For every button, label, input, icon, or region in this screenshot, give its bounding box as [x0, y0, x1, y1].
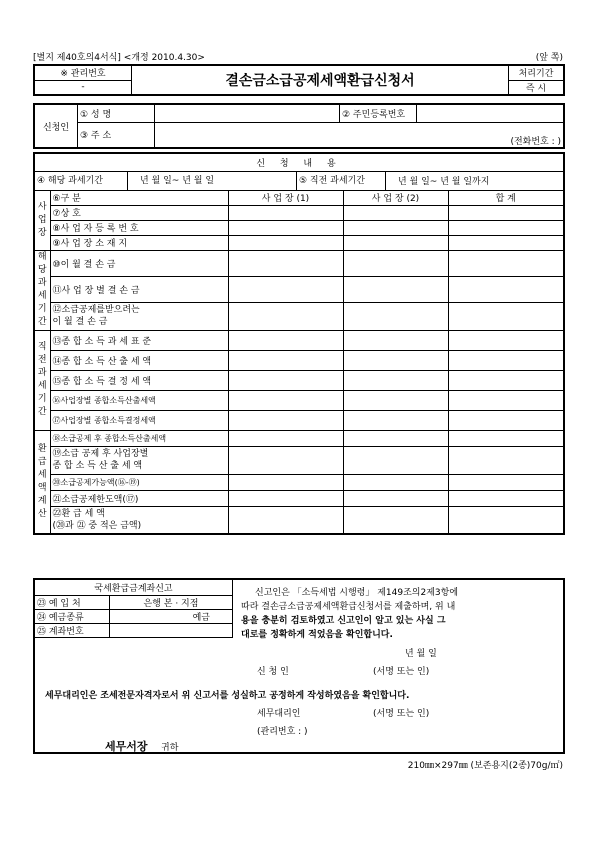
- declaration: [241, 586, 458, 642]
- biz-row-7: ⑦상 호: [50, 205, 228, 220]
- refund-row-19b: 종 합 소 득 산 출 세 액: [52, 461, 143, 471]
- mgmt-value[interactable]: -: [34, 80, 132, 95]
- cell[interactable]: [448, 350, 564, 370]
- office-name: 세무서장: [105, 740, 148, 753]
- cell[interactable]: [448, 235, 564, 250]
- cell[interactable]: [228, 474, 343, 490]
- agent-label: 세무대리인: [257, 709, 301, 719]
- cell[interactable]: [343, 410, 448, 430]
- refund-row-22a: ㉒환 급 세 액: [52, 508, 105, 519]
- cell[interactable]: [343, 474, 448, 490]
- decl-line3: 용을 충분히 검토하였고 신고인이 알고 있는 사실 그: [241, 616, 446, 626]
- title-block: [33, 64, 565, 96]
- cell[interactable]: [228, 302, 343, 330]
- applicant-sign-label: 신 청 인: [257, 667, 289, 677]
- cell[interactable]: [228, 430, 343, 446]
- col-total: 합 계: [448, 190, 564, 205]
- cell[interactable]: [448, 330, 564, 350]
- cell[interactable]: [228, 506, 343, 534]
- agent-sign[interactable]: (서명 또는 인): [373, 709, 430, 719]
- decl-line2: 따라 결손금소급공제세액환급신청서를 제출하며, 위 내: [241, 602, 456, 612]
- cell[interactable]: [228, 446, 343, 474]
- period4-label: ④ 해당 과세기간: [35, 172, 128, 190]
- cell[interactable]: [228, 490, 343, 506]
- bank-r3-label: ㉕ 계좌번호: [35, 623, 110, 637]
- sign-date[interactable]: 년 월 일: [405, 649, 437, 659]
- cell[interactable]: [228, 220, 343, 235]
- cell[interactable]: [448, 446, 564, 474]
- cell[interactable]: [228, 250, 343, 276]
- cell[interactable]: [228, 330, 343, 350]
- decl-line4: 대로를 정확하게 적었음을 확인합니다.: [241, 630, 393, 640]
- cell[interactable]: [448, 302, 564, 330]
- cell[interactable]: [343, 370, 448, 390]
- cell[interactable]: [343, 220, 448, 235]
- cell[interactable]: [228, 235, 343, 250]
- cell[interactable]: [343, 250, 448, 276]
- form-number: [별지 제40호의4서식] <개정 2010.4.30>: [33, 53, 205, 63]
- biz-row-6: ⑥구 분: [50, 190, 228, 205]
- period4-value[interactable]: 년 월 일~ 년 월 일: [128, 172, 297, 190]
- period-row: [34, 171, 564, 190]
- page-side: (앞 쪽): [535, 53, 563, 63]
- period5-value[interactable]: 년 월 일~ 년 월 일까지: [398, 177, 490, 187]
- cell[interactable]: [448, 250, 564, 276]
- cell[interactable]: [228, 205, 343, 220]
- agent-mgmt[interactable]: (관리번호 : ): [257, 727, 308, 737]
- cell[interactable]: [343, 276, 448, 302]
- prev-row-17: ⑰사업장별 종합소득결정세액: [50, 410, 228, 430]
- cell[interactable]: [448, 370, 564, 390]
- prev-group-label: 직전과세기간: [34, 330, 50, 430]
- bank-table: [35, 580, 233, 638]
- office-suffix: 귀하: [161, 743, 179, 753]
- biz-row-8: ⑧사 업 자 등 록 번 호: [50, 220, 228, 235]
- bank-r3-value[interactable]: [110, 623, 233, 637]
- refund-row-22b: (⑳과 ㉑ 중 적은 금액): [52, 520, 142, 531]
- cell[interactable]: [228, 370, 343, 390]
- form-header: [33, 50, 563, 63]
- cell[interactable]: [343, 350, 448, 370]
- col-biz1: 사 업 장 (1): [228, 190, 343, 205]
- cell[interactable]: [343, 430, 448, 446]
- cur-group-label: 해당과세기간: [34, 250, 50, 330]
- cell[interactable]: [343, 302, 448, 330]
- phone-label: (전화번호 : ): [510, 137, 561, 147]
- refund-row-20: ⑳소급공제가능액(⑯-⑲): [50, 474, 228, 490]
- cell[interactable]: [343, 390, 448, 410]
- cell[interactable]: [448, 506, 564, 534]
- applicant-sign[interactable]: (서명 또는 인): [373, 667, 430, 677]
- bank-r1-value[interactable]: 은행 본 · 지점: [110, 595, 233, 609]
- refund-group-label: 환급세액계산: [34, 430, 50, 534]
- refund-row-22: [50, 506, 228, 534]
- addr-label: ③ 주 소: [78, 122, 155, 148]
- applicant-label: 신청인: [34, 104, 78, 148]
- footer-spec: 210㎜×297㎜ (보존용지(2종)70g/㎡): [407, 761, 563, 771]
- cell[interactable]: [343, 235, 448, 250]
- refund-row-18: ⑱소급공제 후 종합소득산출세액: [50, 430, 228, 446]
- content-table: [33, 152, 565, 535]
- cell[interactable]: [448, 410, 564, 430]
- agent-confirm: 세무대리인은 조세전문자격자로서 위 신고서를 성실하고 공정하게 작성하였음을 확인합니다.: [45, 691, 410, 701]
- bank-r2-label: ㉔ 예금종류: [35, 609, 110, 623]
- bank-r1-label: ㉓ 예 입 처: [35, 595, 110, 609]
- name-field[interactable]: [155, 104, 340, 122]
- biz-row-9: ⑨사 업 장 소 재 지: [50, 235, 228, 250]
- bank-r2-value[interactable]: 예금: [110, 609, 233, 623]
- prev-row-13: ⑬종 합 소 득 과 세 표 준: [50, 330, 228, 350]
- cur-row-12b: 이 월 결 손 금: [52, 317, 108, 327]
- decl-line1: 신고인은 「소득세법 시행령」 제149조의2제3항에: [255, 588, 459, 598]
- cell[interactable]: [228, 390, 343, 410]
- prev-row-15: ⑮종 합 소 득 결 정 세 액: [50, 370, 228, 390]
- refund-row-21: ㉑소급공제한도액(⑰): [50, 490, 228, 506]
- refund-row-19: [50, 446, 228, 474]
- applicant-block: [33, 103, 565, 149]
- refund-row-19a: ⑲소급 공제 후 사업장별: [52, 449, 149, 459]
- cur-row-10: ⑩이 월 결 손 금: [50, 250, 228, 276]
- addr-field[interactable]: [155, 122, 565, 148]
- cell[interactable]: [343, 330, 448, 350]
- prev-row-14: ⑭종 합 소 득 산 출 세 액: [50, 350, 228, 370]
- cur-row-11: ⑪사 업 장 별 결 손 금: [50, 276, 228, 302]
- prev-row-16: ⑯사업장별 종합소득산출세액: [50, 390, 228, 410]
- cell[interactable]: [448, 220, 564, 235]
- proc-label: 처리기간: [509, 65, 565, 80]
- cell[interactable]: [448, 390, 564, 410]
- cell[interactable]: [448, 205, 564, 220]
- cell[interactable]: [448, 474, 564, 490]
- biz-group-label: 사업장: [34, 190, 50, 250]
- content-title: 신 청 내 용: [34, 153, 564, 171]
- period5-label: ⑤ 직전 과세기간: [297, 172, 386, 190]
- cell[interactable]: [228, 410, 343, 430]
- mgmt-label: ※ 관리번호: [34, 65, 132, 80]
- cell[interactable]: [448, 276, 564, 302]
- cell[interactable]: [448, 430, 564, 446]
- col-biz2: 사 업 장 (2): [343, 190, 448, 205]
- cell[interactable]: [228, 276, 343, 302]
- proc-value: 즉 시: [509, 80, 565, 95]
- rrn-field[interactable]: [417, 104, 565, 122]
- form-title: 결손금소급공제세액환급신청서: [132, 65, 509, 95]
- cell[interactable]: [228, 350, 343, 370]
- cell[interactable]: [448, 490, 564, 506]
- cell[interactable]: [343, 490, 448, 506]
- cur-row-12a: ⑫소급공제를받으려는: [52, 305, 140, 315]
- cur-row-12: [50, 302, 228, 330]
- bank-title: 국세환급금계좌신고: [35, 580, 233, 595]
- rrn-label: ② 주민등록번호: [340, 104, 417, 122]
- bottom-block: [33, 578, 565, 754]
- cell[interactable]: [343, 205, 448, 220]
- cell[interactable]: [343, 506, 448, 534]
- cell[interactable]: [343, 446, 448, 474]
- name-label: ① 성 명: [78, 104, 155, 122]
